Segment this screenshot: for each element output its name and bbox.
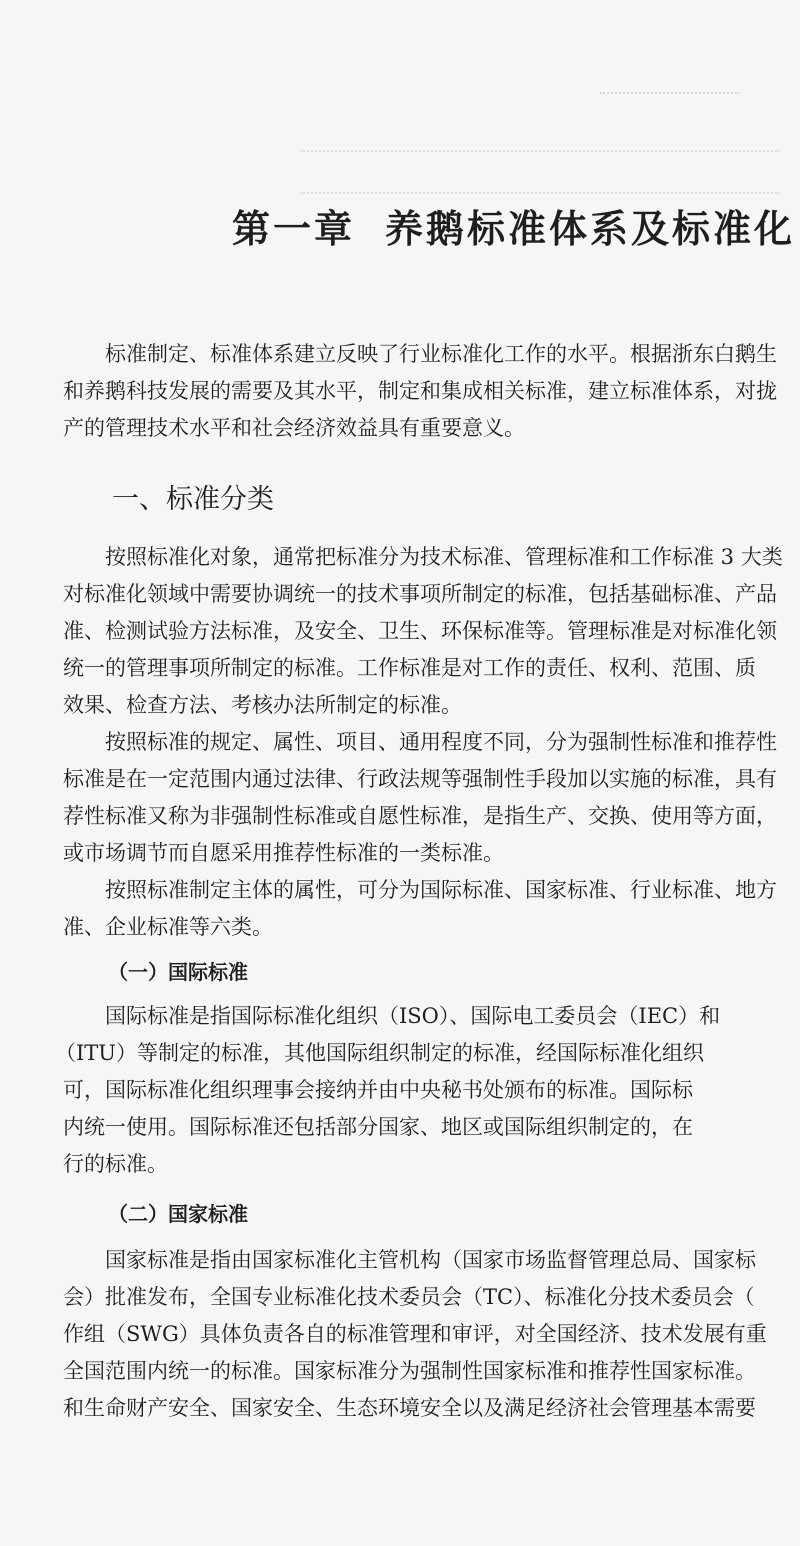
body-line: 国家标准是指由国家标准化主管机构（国家市场监督管理总局、国家标 xyxy=(105,1248,756,1272)
body-line: 或市场调节而自愿采用推荐性标准的一类标准。 xyxy=(63,841,504,865)
body-line: 作组（SWG）具体负责各自的标准管理和审评，对全国经济、技术发展有重 xyxy=(63,1322,767,1346)
body-line: 会）批准发布，全国专业标准化技术委员会（TC）、标准化分技术委员会（ xyxy=(63,1285,755,1309)
body-line: 统一的管理事项所制定的标准。工作标准是对工作的责任、权利、范围、质 xyxy=(63,656,756,680)
intro-line: 标准制定、标准体系建立反映了行业标准化工作的水平。根据浙东白鹅生 xyxy=(105,342,777,366)
intro-line: 产的管理技术水平和社会经济效益具有重要意义。 xyxy=(63,416,525,440)
chapter-name: 养鹅标准体系及标准化 xyxy=(385,206,796,251)
body-line: （ITU）等制定的标准，其他国际组织制定的标准，经国际标准化组织 xyxy=(55,1041,704,1065)
body-line: 和生命财产安全、国家安全、生态环境安全以及满足经济社会管理基本需要 xyxy=(63,1396,756,1420)
body-line: 按照标准的规定、属性、项目、通用程度不同，分为强制性标准和推荐性 xyxy=(105,730,777,754)
chapter-number: 第一章 xyxy=(232,206,356,251)
body-line: 可，国际标准化组织理事会接纳并由中央秘书处颁布的标准。国际标 xyxy=(63,1078,693,1102)
body-line: 按照标准化对象，通常把标准分为技术标准、管理标准和工作标准 3 大类 xyxy=(105,545,783,569)
body-line: 按照标准制定主体的属性，可分为国际标准、国家标准、行业标准、地方 xyxy=(105,878,777,902)
bleed-through-block xyxy=(300,150,780,194)
chapter-title xyxy=(232,198,795,253)
bleed-through-top xyxy=(600,92,740,104)
body-line: 荐性标准又称为非强制性标准或自愿性标准，是指生产、交换、使用等方面， xyxy=(63,804,777,828)
body-line: 标准是在一定范围内通过法律、行政法规等强制性手段加以实施的标准，具有 xyxy=(63,767,777,791)
body-line: 国际标准是指国际标准化组织（ISO）、国际电工委员会（IEC）和 xyxy=(105,1004,721,1028)
body-line: 准、检测试验方法标准，及安全、卫生、环保标准等。管理标准是对标准化领 xyxy=(63,619,777,643)
body-line: 行的标准。 xyxy=(63,1152,168,1176)
body-line: 内统一使用。国际标准还包括部分国家、地区或国际组织制定的，在 xyxy=(63,1115,693,1139)
intro-line: 和养鹅科技发展的需要及其水平，制定和集成相关标准，建立标准体系，对拢 xyxy=(63,379,777,403)
subsection-heading: （二）国家标准 xyxy=(108,1202,248,1226)
section-heading: 一、标准分类 xyxy=(112,484,274,515)
body-line: 全国范围内统一的标准。国家标准分为强制性国家标准和推荐性国家标准。 xyxy=(63,1359,756,1383)
subsection-heading: （一）国际标准 xyxy=(108,960,248,984)
body-line: 效果、检查方法、考核办法所制定的标准。 xyxy=(63,693,462,717)
body-line: 准、企业标准等六类。 xyxy=(63,915,273,939)
body-line: 对标准化领域中需要协调统一的技术事项所制定的标准，包括基础标准、产品 xyxy=(63,582,777,606)
